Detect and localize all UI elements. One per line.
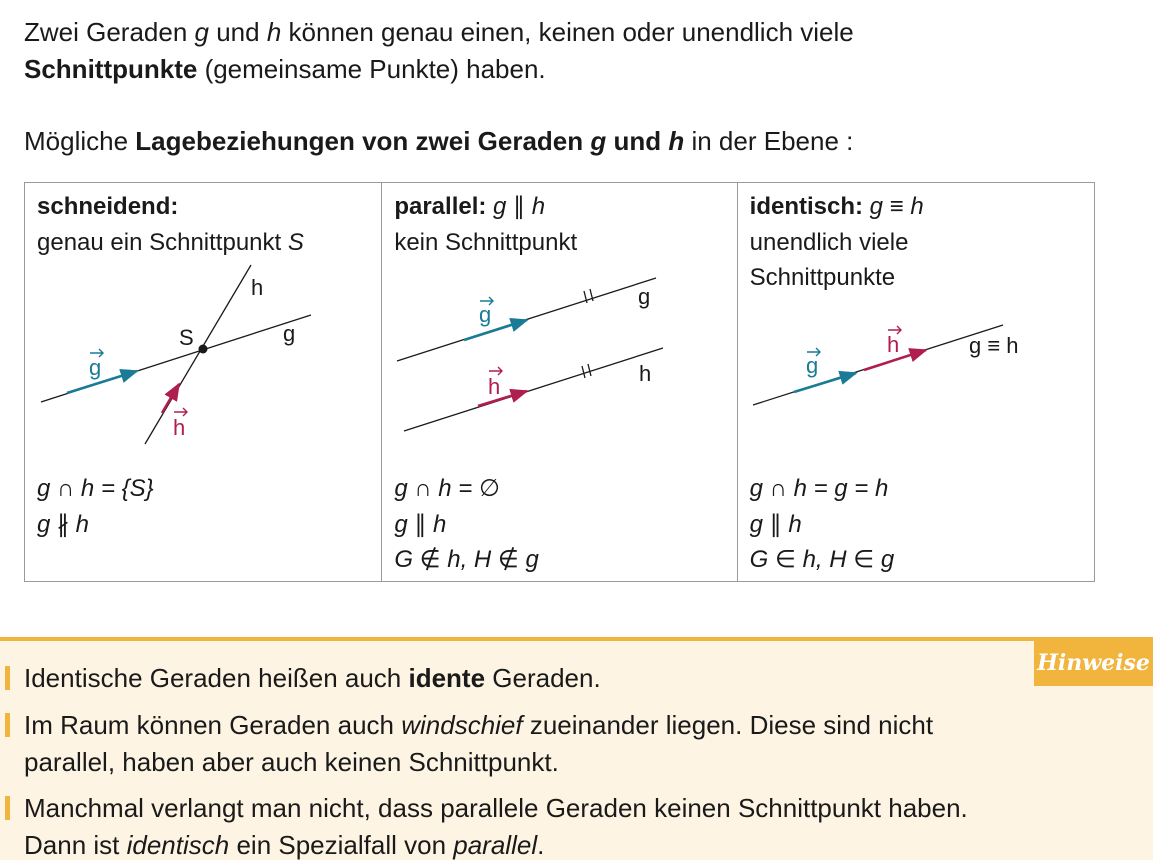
label-vec-g: g bbox=[805, 353, 818, 378]
hint-item-windschief: Im Raum können Geraden auch windschief zueinander liegen. Diese sind nicht parallel, haben aber auch keinen Schnittpunkt. bbox=[0, 707, 1100, 781]
hint-bullet-icon bbox=[5, 796, 10, 820]
case-parallel bbox=[381, 183, 736, 581]
hint-item-idente: Identische Geraden heißen auch idente Geraden. bbox=[0, 660, 1100, 697]
parallel-symbols: g ∩ h = ∅ g ∥ h G ∉ h, H ∉ g bbox=[394, 475, 539, 573]
point-S bbox=[199, 345, 208, 354]
schneidend-description: schneidend: genau ein Schnittpunkt S bbox=[37, 193, 304, 256]
hint-bullet-icon bbox=[5, 666, 10, 690]
label-h: h bbox=[639, 361, 652, 386]
schneidend-symbols: g ∩ h = {S} g ∦ h bbox=[37, 475, 154, 538]
label-g: g bbox=[638, 284, 651, 309]
lead-sentence: Mögliche Lagebeziehungen von zwei Geraden g und h in der Ebene : bbox=[24, 126, 854, 156]
intro-paragraph: Zwei Geraden g und h können genau einen, keinen oder unendlich viele Schnittpunkte (gemeinsame Punkte) haben. bbox=[24, 17, 854, 84]
line-h bbox=[145, 265, 251, 444]
hint-bullet-icon bbox=[5, 713, 10, 737]
hints-tag: Hinweise bbox=[1034, 641, 1153, 686]
parallel-mark-h bbox=[582, 364, 591, 378]
vector-g-arrow bbox=[794, 373, 856, 392]
case-schneidend bbox=[25, 183, 381, 581]
label-vec-g: g bbox=[479, 302, 492, 327]
label-vec-h: h bbox=[173, 415, 186, 440]
case-identisch bbox=[737, 183, 1094, 581]
hints-box bbox=[0, 637, 1153, 860]
identisch-description: identisch: g ≡ h unendlich viele Schnittpunkte bbox=[749, 193, 924, 291]
vector-g-arrow bbox=[464, 320, 527, 340]
relations-table bbox=[24, 182, 1095, 582]
vector-h-arrow bbox=[478, 391, 527, 406]
identisch-symbols: g ∩ h = g = h g ∥ h G ∈ h, H ∈ g bbox=[749, 475, 895, 573]
label-vec-g: g bbox=[89, 355, 102, 380]
vector-h-arrow bbox=[162, 384, 179, 413]
hint-item-spezialfall: Manchmal verlangt man nicht, dass parallele Geraden keinen Schnittpunkt haben. Dann ist identisch ein Spezialfall von parallel. bbox=[0, 790, 1100, 860]
vector-g-arrow bbox=[67, 371, 137, 393]
label-h: h bbox=[251, 275, 264, 300]
label-vec-h: h bbox=[886, 332, 899, 357]
label-S: S bbox=[179, 325, 194, 350]
label-g: g bbox=[283, 321, 296, 346]
line-h bbox=[404, 348, 663, 431]
parallel-description: parallel: g ∥ h kein Schnittpunkt bbox=[394, 193, 578, 256]
label-vec-h: h bbox=[488, 374, 501, 399]
label-gh: g ≡ h bbox=[968, 333, 1019, 358]
